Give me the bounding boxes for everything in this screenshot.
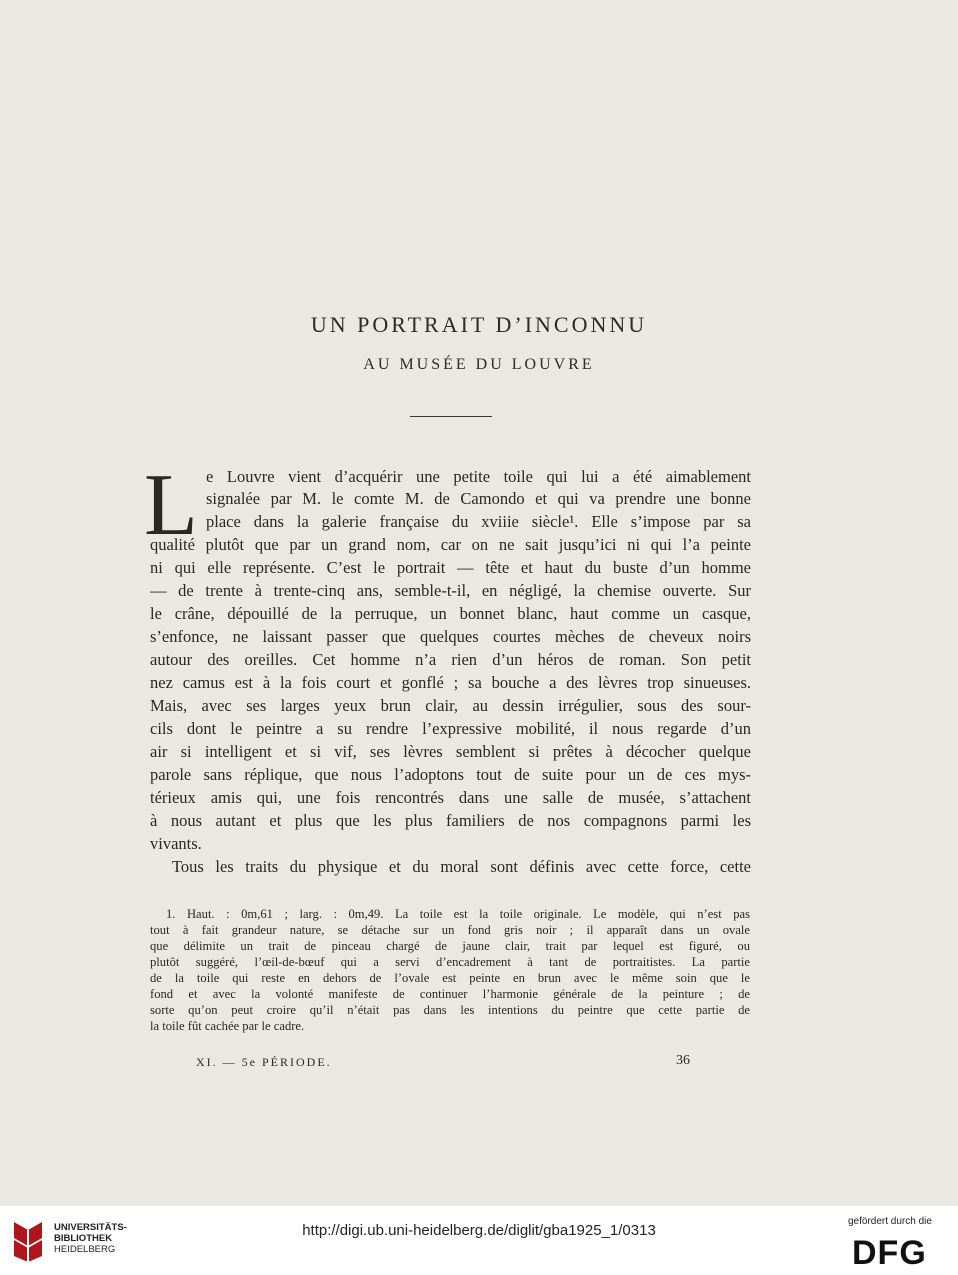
footnote-line: que délimite un trait de pinceau chargé de jaune clair, trait par lequel est figuré, ou [150, 939, 750, 953]
title-rule [410, 416, 492, 417]
body-line: à nous autant et plus que les plus familiers de nos compagnons parmi les [150, 811, 751, 830]
permalink-url[interactable]: http://digi.ub.uni-heidelberg.de/diglit/gba1925_1/0313 [302, 1222, 656, 1239]
body-line: — de trente à trente-cinq ans, semble-t-il, en négligé, la chemise ouverte. Sur [150, 581, 751, 600]
body-line: cils dont le peintre a su rendre l’expressive mobilité, il nous regarde d’un [150, 719, 751, 738]
body-line: autour des oreilles. Cet homme n’a rien d’un héros de roman. Son petit [150, 650, 751, 669]
body-line: air si intelligent et si vif, ses lèvres semblent si prêtes à décocher quelque [150, 742, 751, 761]
body-line: nez camus est à la fois court et gonflé ; sa bouche a des lèvres trop sinueuses. [150, 673, 751, 692]
library-name-line: HEIDELBERG [54, 1244, 116, 1255]
body-line: parole sans réplique, que nous l’adoptons tout de suite pour un de ces mys- [150, 765, 751, 784]
page-number: 36 [676, 1053, 690, 1068]
viewer-footer [0, 1206, 958, 1275]
library-name-line: UNIVERSITÄTS- [54, 1222, 127, 1233]
footnote-line: sorte qu’on peut croire qu’il n’était pas dans les intentions du peintre que cette partie de [150, 1003, 750, 1017]
folio-period: XI. — 5e PÉRIODE. [196, 1055, 332, 1069]
body-line: qualité plutôt que par un grand nom, car on ne sait jusqu’ici ni qui l’a peinte [150, 535, 751, 554]
footnote-line: la toile fût cachée par le cadre. [150, 1019, 305, 1033]
article-subtitle: AU MUSÉE DU LOUVRE [363, 356, 595, 373]
body-line: Tous les traits du physique et du moral sont définis avec cette force, cette [172, 857, 751, 876]
footnote-line: plutôt suggéré, l’œil-de-bœuf qui a servi d’encadrement à tant de portraitistes. La partie [150, 955, 750, 969]
body-line: ni qui elle représente. C’est le portrait — tête et haut du buste d’un homme [150, 558, 751, 577]
body-line: vivants. [150, 834, 202, 853]
footnote-line: fond et avec la volonté manifeste de continuer l’harmonie générale de la peinture ; de [150, 987, 750, 1001]
body-line: place dans la galerie française du xviiie siècle¹. Elle s’impose par sa [206, 512, 751, 531]
footnote-line: tout à fait grandeur nature, se détache sur un fond gris noir ; il apparaît dans un ovale [150, 923, 750, 937]
article-title: UN PORTRAIT D’INCONNU [310, 312, 648, 337]
library-name-line: BIBLIOTHEK [54, 1233, 113, 1244]
drop-cap: L [144, 457, 198, 554]
body-line: e Louvre vient d’acquérir une petite toile qui lui a été aimablement [206, 467, 751, 486]
footnote-line: 1. Haut. : 0m,61 ; larg. : 0m,49. La toile est la toile originale. Le modèle, qui n’est pas [166, 907, 750, 921]
body-line: térieux amis qui, une fois rencontrés dans une salle de musée, s’attachent [150, 788, 751, 807]
body-line: Mais, avec ses larges yeux brun clair, au dessin irrégulier, sous des sour- [150, 696, 751, 715]
body-line: le crâne, dépouillé de la perruque, un bonnet blanc, haut comme un casque, [150, 604, 751, 623]
funded-by-caption: gefördert durch die [848, 1216, 932, 1227]
body-line: signalée par M. le comte M. de Camondo et qui va prendre une bonne [206, 489, 751, 508]
footnote-line: de la toile qui reste en dehors de l’ovale est peinte en brun avec le même soin que le [150, 971, 750, 985]
dfg-logo: DFG [852, 1234, 927, 1272]
body-line: s’enfonce, ne laissant passer que quelques courtes mèches de cheveux noirs [150, 627, 751, 646]
